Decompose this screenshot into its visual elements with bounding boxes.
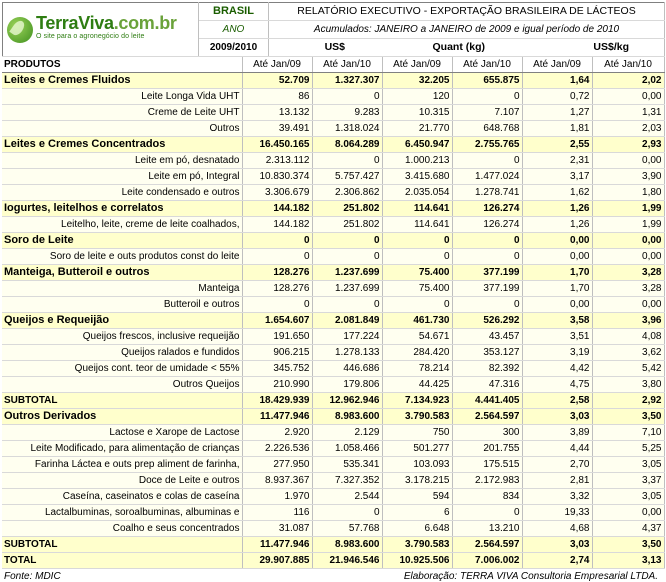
cell-usd-2010: 177.224 bbox=[312, 329, 382, 345]
cell-qty-2009: 54.671 bbox=[382, 329, 452, 345]
cell-qty-2009: 6 bbox=[382, 505, 452, 521]
cell-qty-2009: 3.790.583 bbox=[382, 409, 452, 425]
cell-usd-2010: 0 bbox=[312, 505, 382, 521]
cell-usd-2010: 8.064.289 bbox=[312, 137, 382, 153]
cell-price-2009: 4,44 bbox=[522, 441, 592, 457]
product-row bbox=[2, 297, 664, 313]
cell-qty-2009: 75.400 bbox=[382, 265, 452, 281]
cell-usd-2009: 191.650 bbox=[242, 329, 312, 345]
cell-price-2010: 3,05 bbox=[592, 457, 664, 473]
cell-usd-2010: 0 bbox=[312, 153, 382, 169]
cell-price-2009: 2,70 bbox=[522, 457, 592, 473]
year-label: ANO bbox=[199, 21, 269, 39]
category-row bbox=[2, 409, 664, 425]
cell-qty-2010: 0 bbox=[452, 233, 522, 249]
cell-qty-2010: 0 bbox=[452, 505, 522, 521]
cell-price-2010: 3,62 bbox=[592, 345, 664, 361]
cell-usd-2010: 7.327.352 bbox=[312, 473, 382, 489]
cell-price-2009: 3,03 bbox=[522, 537, 592, 553]
cell-qty-2009: 44.425 bbox=[382, 377, 452, 393]
cell-qty-2010: 2.755.765 bbox=[452, 137, 522, 153]
row-label: Queijos frescos, inclusive requeijão bbox=[2, 329, 242, 345]
cell-usd-2009: 1.970 bbox=[242, 489, 312, 505]
cell-qty-2010: 655.875 bbox=[452, 73, 522, 89]
logo-tagline: O site para o agronegócio do leite bbox=[36, 32, 145, 40]
row-label: Soro de leite e outs produtos const do leite bbox=[2, 249, 242, 265]
cell-price-2009: 3,19 bbox=[522, 345, 592, 361]
cell-price-2009: 4,75 bbox=[522, 377, 592, 393]
cell-usd-2009: 345.752 bbox=[242, 361, 312, 377]
group-usd: US$ bbox=[324, 41, 345, 53]
cell-price-2009: 3,03 bbox=[522, 409, 592, 425]
cell-price-2009: 0,00 bbox=[522, 249, 592, 265]
product-row bbox=[2, 281, 664, 297]
cell-qty-2009: 21.770 bbox=[382, 121, 452, 137]
cell-usd-2009: 2.920 bbox=[242, 425, 312, 441]
cell-price-2010: 5,42 bbox=[592, 361, 664, 377]
row-label: Outros Derivados bbox=[2, 409, 242, 425]
source-note: Fonte: MDIC bbox=[4, 571, 61, 582]
cell-usd-2009: 0 bbox=[242, 233, 312, 249]
report bbox=[2, 2, 664, 582]
cell-usd-2010: 179.806 bbox=[312, 377, 382, 393]
product-row bbox=[2, 377, 664, 393]
product-row bbox=[2, 121, 664, 137]
cell-price-2009: 2,31 bbox=[522, 153, 592, 169]
row-label: Soro de Leite bbox=[2, 233, 242, 249]
cell-usd-2010: 446.686 bbox=[312, 361, 382, 377]
cell-qty-2010: 82.392 bbox=[452, 361, 522, 377]
cell-price-2010: 4,08 bbox=[592, 329, 664, 345]
row-label: Outros bbox=[2, 121, 242, 137]
product-row bbox=[2, 489, 664, 505]
row-label: Leite em pó, desnatado bbox=[2, 153, 242, 169]
cell-qty-2010: 43.457 bbox=[452, 329, 522, 345]
cell-qty-2009: 75.400 bbox=[382, 281, 452, 297]
cell-usd-2009: 128.276 bbox=[242, 265, 312, 281]
cell-price-2010: 0,00 bbox=[592, 249, 664, 265]
row-label: Manteiga, Butteroil e outros bbox=[2, 265, 242, 281]
cell-qty-2010: 0 bbox=[452, 297, 522, 313]
cell-price-2010: 1,80 bbox=[592, 185, 664, 201]
cell-price-2009: 3,89 bbox=[522, 425, 592, 441]
cell-usd-2009: 128.276 bbox=[242, 281, 312, 297]
cell-qty-2009: 0 bbox=[382, 233, 452, 249]
row-label: Lactalbuminas, soroalbuminas, albuminas e bbox=[2, 505, 242, 521]
cell-qty-2010: 0 bbox=[452, 249, 522, 265]
cell-price-2010: 3,37 bbox=[592, 473, 664, 489]
row-label: Leitelho, leite, creme de leite coalhados, bbox=[2, 217, 242, 233]
row-label: Queijos ralados e fundidos bbox=[2, 345, 242, 361]
cell-qty-2009: 114.641 bbox=[382, 217, 452, 233]
cell-qty-2010: 126.274 bbox=[452, 201, 522, 217]
cell-usd-2009: 0 bbox=[242, 249, 312, 265]
credit-note: Elaboração: TERRA VIVA Consultoria Empresarial LTDA. bbox=[403, 571, 658, 582]
col-usd-2009: Até Jan/09 bbox=[242, 57, 312, 73]
cell-qty-2010: 2.564.597 bbox=[452, 537, 522, 553]
cell-qty-2009: 114.641 bbox=[382, 201, 452, 217]
cell-usd-2010: 2.306.862 bbox=[312, 185, 382, 201]
cell-qty-2010: 7.107 bbox=[452, 105, 522, 121]
cell-qty-2009: 7.134.923 bbox=[382, 393, 452, 409]
report-header bbox=[2, 2, 665, 57]
product-row bbox=[2, 345, 664, 361]
cell-price-2010: 3,28 bbox=[592, 281, 664, 297]
cell-usd-2010: 251.802 bbox=[312, 217, 382, 233]
cell-qty-2010: 377.199 bbox=[452, 281, 522, 297]
cell-qty-2010: 201.755 bbox=[452, 441, 522, 457]
cell-price-2009: 4,42 bbox=[522, 361, 592, 377]
cell-qty-2010: 2.172.983 bbox=[452, 473, 522, 489]
cell-usd-2010: 1.278.133 bbox=[312, 345, 382, 361]
cell-price-2009: 3,32 bbox=[522, 489, 592, 505]
row-label: SUBTOTAL bbox=[2, 537, 242, 553]
row-label: TOTAL bbox=[2, 553, 242, 569]
cell-price-2010: 3,90 bbox=[592, 169, 664, 185]
cell-qty-2009: 32.205 bbox=[382, 73, 452, 89]
column-header-row bbox=[2, 57, 664, 73]
total-row bbox=[2, 393, 664, 409]
product-row bbox=[2, 169, 664, 185]
cell-qty-2010: 0 bbox=[452, 89, 522, 105]
cell-qty-2010: 47.316 bbox=[452, 377, 522, 393]
category-row bbox=[2, 137, 664, 153]
cell-price-2010: 2,02 bbox=[592, 73, 664, 89]
product-row bbox=[2, 361, 664, 377]
cell-usd-2010: 1.318.024 bbox=[312, 121, 382, 137]
cell-usd-2010: 535.341 bbox=[312, 457, 382, 473]
cell-usd-2009: 210.990 bbox=[242, 377, 312, 393]
cell-price-2009: 1,27 bbox=[522, 105, 592, 121]
cell-usd-2010: 9.283 bbox=[312, 105, 382, 121]
product-row bbox=[2, 457, 664, 473]
total-row bbox=[2, 553, 664, 569]
cell-qty-2009: 0 bbox=[382, 249, 452, 265]
cell-usd-2009: 52.709 bbox=[242, 73, 312, 89]
cell-usd-2009: 277.950 bbox=[242, 457, 312, 473]
row-label: SUBTOTAL bbox=[2, 393, 242, 409]
cell-price-2009: 1,70 bbox=[522, 281, 592, 297]
col-qty-2009: Até Jan/09 bbox=[382, 57, 452, 73]
cell-price-2009: 2,81 bbox=[522, 473, 592, 489]
cell-price-2010: 0,00 bbox=[592, 153, 664, 169]
cell-price-2009: 0,00 bbox=[522, 233, 592, 249]
footer bbox=[2, 569, 664, 582]
cell-price-2010: 3,13 bbox=[592, 553, 664, 569]
cell-price-2009: 0,00 bbox=[522, 297, 592, 313]
cell-usd-2010: 251.802 bbox=[312, 201, 382, 217]
cell-usd-2009: 16.450.165 bbox=[242, 137, 312, 153]
cell-usd-2009: 144.182 bbox=[242, 201, 312, 217]
cell-qty-2009: 120 bbox=[382, 89, 452, 105]
cell-usd-2010: 21.946.546 bbox=[312, 553, 382, 569]
cell-usd-2010: 1.327.307 bbox=[312, 73, 382, 89]
cell-usd-2009: 11.477.946 bbox=[242, 537, 312, 553]
row-label: Queijos cont. teor de umidade < 55% bbox=[2, 361, 242, 377]
row-label: Coalho e seus concentrados bbox=[2, 521, 242, 537]
category-row bbox=[2, 233, 664, 249]
cell-qty-2009: 2.035.054 bbox=[382, 185, 452, 201]
cell-qty-2009: 594 bbox=[382, 489, 452, 505]
report-title: RELATÓRIO EXECUTIVO - EXPORTAÇÃO BRASILEIRA DE LÁCTEOS bbox=[269, 3, 665, 21]
product-row bbox=[2, 89, 664, 105]
row-label: Leite Longa Vida UHT bbox=[2, 89, 242, 105]
product-row bbox=[2, 329, 664, 345]
row-label: Leites e Cremes Fluidos bbox=[2, 73, 242, 89]
cell-price-2010: 0,00 bbox=[592, 297, 664, 313]
cell-price-2010: 2,03 bbox=[592, 121, 664, 137]
cell-price-2010: 3,50 bbox=[592, 537, 664, 553]
report-subtitle: Acumulados: JANEIRO a JANEIRO de 2009 e igual período de 2010 bbox=[269, 21, 665, 39]
cell-usd-2009: 18.429.939 bbox=[242, 393, 312, 409]
category-row bbox=[2, 265, 664, 281]
cell-qty-2010: 526.292 bbox=[452, 313, 522, 329]
cell-price-2010: 1,99 bbox=[592, 217, 664, 233]
row-label: Doce de Leite e outros bbox=[2, 473, 242, 489]
cell-price-2009: 3,58 bbox=[522, 313, 592, 329]
product-row bbox=[2, 249, 664, 265]
row-label: Caseína, caseinatos e colas de caseína bbox=[2, 489, 242, 505]
leaf-globe-icon bbox=[7, 17, 33, 43]
logo-cell bbox=[3, 3, 199, 57]
cell-price-2010: 1,31 bbox=[592, 105, 664, 121]
col-price-2010: Até Jan/10 bbox=[592, 57, 664, 73]
product-row bbox=[2, 521, 664, 537]
cell-qty-2009: 10.925.506 bbox=[382, 553, 452, 569]
row-label: Leite condensado e outros bbox=[2, 185, 242, 201]
cell-price-2010: 0,00 bbox=[592, 505, 664, 521]
cell-price-2010: 1,99 bbox=[592, 201, 664, 217]
cell-qty-2009: 461.730 bbox=[382, 313, 452, 329]
col-produtos: PRODUTOS bbox=[2, 57, 242, 73]
cell-price-2009: 2,55 bbox=[522, 137, 592, 153]
product-row bbox=[2, 441, 664, 457]
cell-qty-2009: 3.790.583 bbox=[382, 537, 452, 553]
row-label: Outros Queijos bbox=[2, 377, 242, 393]
cell-usd-2009: 86 bbox=[242, 89, 312, 105]
cell-qty-2010: 0 bbox=[452, 153, 522, 169]
cell-usd-2010: 5.757.427 bbox=[312, 169, 382, 185]
category-row bbox=[2, 201, 664, 217]
cell-qty-2009: 78.214 bbox=[382, 361, 452, 377]
cell-qty-2010: 7.006.002 bbox=[452, 553, 522, 569]
cell-usd-2009: 116 bbox=[242, 505, 312, 521]
period-label: 2009/2010 bbox=[199, 39, 269, 57]
cell-usd-2009: 13.132 bbox=[242, 105, 312, 121]
cell-usd-2009: 39.491 bbox=[242, 121, 312, 137]
cell-qty-2009: 284.420 bbox=[382, 345, 452, 361]
cell-qty-2009: 750 bbox=[382, 425, 452, 441]
cell-price-2010: 0,00 bbox=[592, 89, 664, 105]
product-row bbox=[2, 153, 664, 169]
cell-qty-2010: 1.477.024 bbox=[452, 169, 522, 185]
cell-price-2009: 1,26 bbox=[522, 201, 592, 217]
cell-usd-2009: 906.215 bbox=[242, 345, 312, 361]
cell-usd-2010: 0 bbox=[312, 297, 382, 313]
cell-usd-2009: 144.182 bbox=[242, 217, 312, 233]
group-quantity: Quant (kg) bbox=[432, 41, 485, 53]
cell-price-2010: 3,05 bbox=[592, 489, 664, 505]
cell-usd-2010: 12.962.946 bbox=[312, 393, 382, 409]
row-label: Iogurtes, leitelhos e correlatos bbox=[2, 201, 242, 217]
cell-qty-2010: 834 bbox=[452, 489, 522, 505]
cell-qty-2009: 6.648 bbox=[382, 521, 452, 537]
group-price: US$/kg bbox=[593, 41, 629, 53]
row-label: Queijos e Requeijão bbox=[2, 313, 242, 329]
cell-price-2010: 7,10 bbox=[592, 425, 664, 441]
cell-price-2010: 4,37 bbox=[592, 521, 664, 537]
cell-price-2010: 3,50 bbox=[592, 409, 664, 425]
data-table bbox=[2, 57, 665, 569]
cell-price-2009: 1,62 bbox=[522, 185, 592, 201]
cell-qty-2009: 501.277 bbox=[382, 441, 452, 457]
row-label: Farinha Láctea e outs prep aliment de farinha, bbox=[2, 457, 242, 473]
col-usd-2010: Até Jan/10 bbox=[312, 57, 382, 73]
cell-qty-2009: 6.450.947 bbox=[382, 137, 452, 153]
cell-qty-2009: 3.178.215 bbox=[382, 473, 452, 489]
cell-price-2009: 1,70 bbox=[522, 265, 592, 281]
cell-qty-2009: 10.315 bbox=[382, 105, 452, 121]
cell-usd-2009: 3.306.679 bbox=[242, 185, 312, 201]
row-label: Leite Modificado, para alimentação de crianças bbox=[2, 441, 242, 457]
cell-price-2010: 3,28 bbox=[592, 265, 664, 281]
cell-usd-2010: 2.129 bbox=[312, 425, 382, 441]
cell-price-2009: 1,26 bbox=[522, 217, 592, 233]
product-row bbox=[2, 505, 664, 521]
cell-usd-2009: 2.313.112 bbox=[242, 153, 312, 169]
cell-usd-2009: 29.907.885 bbox=[242, 553, 312, 569]
row-label: Leite em pó, Integral bbox=[2, 169, 242, 185]
cell-price-2010: 3,80 bbox=[592, 377, 664, 393]
cell-usd-2009: 8.937.367 bbox=[242, 473, 312, 489]
cell-price-2009: 1,64 bbox=[522, 73, 592, 89]
cell-usd-2009: 10.830.374 bbox=[242, 169, 312, 185]
cell-usd-2010: 1.237.699 bbox=[312, 265, 382, 281]
product-row bbox=[2, 425, 664, 441]
cell-price-2009: 2,74 bbox=[522, 553, 592, 569]
category-row bbox=[2, 313, 664, 329]
cell-qty-2010: 126.274 bbox=[452, 217, 522, 233]
row-label: Manteiga bbox=[2, 281, 242, 297]
row-label: Lactose e Xarope de Lactose bbox=[2, 425, 242, 441]
cell-usd-2009: 1.654.607 bbox=[242, 313, 312, 329]
cell-usd-2010: 1.058.466 bbox=[312, 441, 382, 457]
cell-qty-2009: 103.093 bbox=[382, 457, 452, 473]
cell-usd-2010: 1.237.699 bbox=[312, 281, 382, 297]
logo-name: TerraViva.com.br bbox=[36, 12, 177, 33]
cell-usd-2010: 0 bbox=[312, 249, 382, 265]
cell-qty-2010: 377.199 bbox=[452, 265, 522, 281]
cell-usd-2010: 0 bbox=[312, 233, 382, 249]
cell-usd-2010: 2.544 bbox=[312, 489, 382, 505]
col-price-2009: Até Jan/09 bbox=[522, 57, 592, 73]
cell-price-2009: 19,33 bbox=[522, 505, 592, 521]
cell-price-2009: 2,58 bbox=[522, 393, 592, 409]
cell-qty-2010: 300 bbox=[452, 425, 522, 441]
cell-price-2010: 2,93 bbox=[592, 137, 664, 153]
country-label: BRASIL bbox=[199, 3, 269, 21]
cell-usd-2009: 2.226.536 bbox=[242, 441, 312, 457]
cell-price-2009: 4,68 bbox=[522, 521, 592, 537]
cell-qty-2010: 1.278.741 bbox=[452, 185, 522, 201]
cell-usd-2009: 31.087 bbox=[242, 521, 312, 537]
product-row bbox=[2, 105, 664, 121]
cell-qty-2010: 648.768 bbox=[452, 121, 522, 137]
cell-qty-2010: 13.210 bbox=[452, 521, 522, 537]
cell-qty-2009: 3.415.680 bbox=[382, 169, 452, 185]
cell-price-2010: 2,92 bbox=[592, 393, 664, 409]
row-label: Creme de Leite UHT bbox=[2, 105, 242, 121]
category-row bbox=[2, 73, 664, 89]
logo bbox=[3, 8, 198, 52]
cell-price-2010: 5,25 bbox=[592, 441, 664, 457]
cell-usd-2010: 0 bbox=[312, 89, 382, 105]
col-qty-2010: Até Jan/10 bbox=[452, 57, 522, 73]
cell-usd-2009: 0 bbox=[242, 297, 312, 313]
cell-price-2009: 3,17 bbox=[522, 169, 592, 185]
cell-usd-2010: 8.983.600 bbox=[312, 537, 382, 553]
cell-price-2009: 0,72 bbox=[522, 89, 592, 105]
cell-qty-2010: 175.515 bbox=[452, 457, 522, 473]
cell-qty-2010: 4.441.405 bbox=[452, 393, 522, 409]
cell-price-2009: 1,81 bbox=[522, 121, 592, 137]
cell-usd-2010: 8.983.600 bbox=[312, 409, 382, 425]
cell-price-2009: 3,51 bbox=[522, 329, 592, 345]
cell-qty-2009: 0 bbox=[382, 297, 452, 313]
product-row bbox=[2, 185, 664, 201]
cell-qty-2009: 1.000.213 bbox=[382, 153, 452, 169]
cell-price-2010: 0,00 bbox=[592, 233, 664, 249]
cell-qty-2010: 2.564.597 bbox=[452, 409, 522, 425]
row-label: Butteroil e outros bbox=[2, 297, 242, 313]
cell-usd-2010: 57.768 bbox=[312, 521, 382, 537]
cell-usd-2009: 11.477.946 bbox=[242, 409, 312, 425]
cell-qty-2010: 353.127 bbox=[452, 345, 522, 361]
row-label: Leites e Cremes Concentrados bbox=[2, 137, 242, 153]
product-row bbox=[2, 473, 664, 489]
total-row bbox=[2, 537, 664, 553]
cell-price-2010: 3,96 bbox=[592, 313, 664, 329]
product-row bbox=[2, 217, 664, 233]
cell-usd-2010: 2.081.849 bbox=[312, 313, 382, 329]
